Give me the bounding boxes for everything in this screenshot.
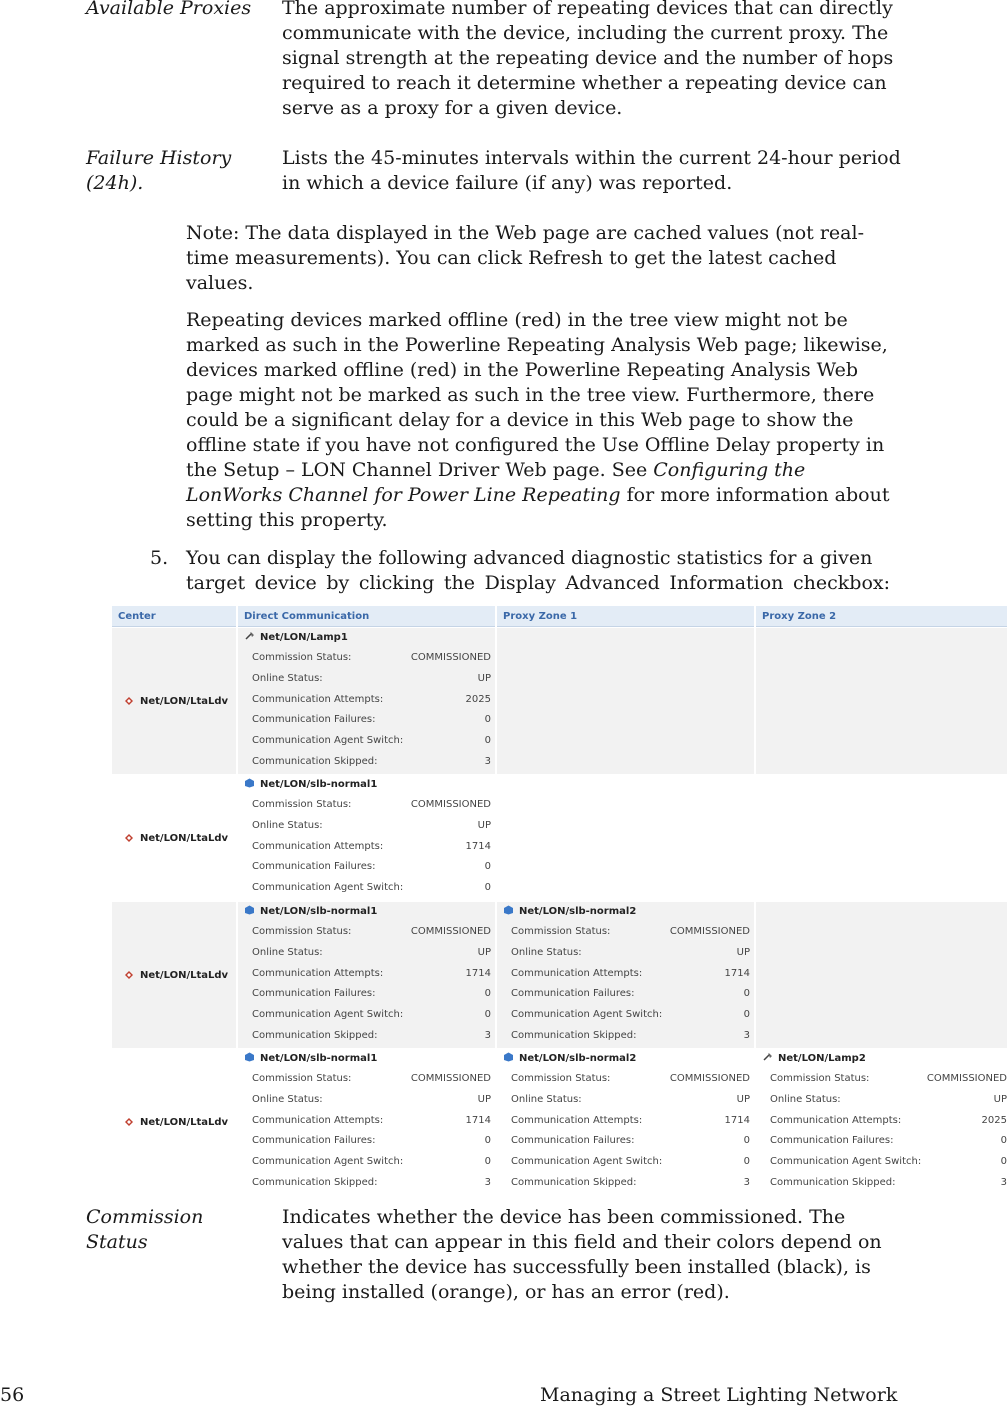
device-icon xyxy=(244,905,255,915)
header-proxy-zone-2: Proxy Zone 2 xyxy=(756,606,1007,627)
device-name[interactable]: Net/LON/Lamp2 xyxy=(756,1049,1007,1069)
page-number: 56 xyxy=(0,1384,25,1406)
device-icon xyxy=(503,905,514,915)
note-offline-link-text: Configuring the LonWorks Channel for Power Line Repeating xyxy=(186,459,806,506)
device-name[interactable]: Net/LON/slb-normal2 xyxy=(497,902,754,922)
commission-status: Commission Status: COMMISSIONED xyxy=(252,926,491,937)
online-status: Online Status: UP xyxy=(252,819,491,831)
step-5-line2: target device by clicking the Display Advanced Information checkbox: xyxy=(186,572,890,594)
center-device[interactable] xyxy=(112,1049,237,1195)
communication-skipped: Communication Skipped: 3 xyxy=(770,1176,1007,1188)
footer-title: Managing a Street Lighting Network xyxy=(540,1384,898,1406)
table-row xyxy=(112,902,1007,1048)
note-offline-delay xyxy=(186,308,898,533)
step-5-line1: You can display the following advanced diagnostic statistics for a given xyxy=(186,547,873,569)
table-row xyxy=(112,628,1007,774)
device-name[interactable]: Net/LON/slb-normal1 xyxy=(238,902,495,922)
term-failure-history-line1: Failure History xyxy=(86,147,232,169)
online-status: Online Status: UP xyxy=(770,1093,1007,1105)
device-icon xyxy=(503,1052,514,1062)
communication-skipped: Communication Skipped: 3 xyxy=(511,1176,750,1188)
device-cell xyxy=(238,628,495,773)
communication-agent-switch: Communication Agent Switch: 0 xyxy=(252,1009,491,1021)
device-cell xyxy=(497,902,754,1047)
router-icon xyxy=(124,833,135,843)
device-name[interactable]: Net/LON/Lamp1 xyxy=(238,628,495,648)
communication-failures: Communication Failures: 0 xyxy=(252,988,491,1000)
note-offline-text: Repeating devices marked offline (red) in the tree view might not be marked as such in the Powerline Repeating Analysis Web page; likewise, devices marked offline (red) in the Powerline Repeating Analysis Web page might not be marked as such in the tree view. Furthermore, there could be a significant delay for a device in this Web page to show the offline state if you have not configured the Use Offline Delay property in the Setup – LON Channel Driver Web page. See xyxy=(186,309,888,481)
lamp-icon xyxy=(762,1052,773,1062)
note-cached-values: Note: The data displayed in the Web page are cached values (not real-time measurements). You can click Refresh to get the latest cached values. xyxy=(186,222,864,294)
router-icon xyxy=(124,1117,135,1127)
device-name[interactable]: Net/LON/slb-normal1 xyxy=(238,775,495,795)
communication-failures: Communication Failures: 0 xyxy=(511,988,750,1000)
table-header xyxy=(112,606,1007,628)
device-name[interactable]: Net/LON/slb-normal2 xyxy=(497,1049,754,1069)
communication-failures: Communication Failures: 0 xyxy=(252,714,491,726)
online-status: Online Status: UP xyxy=(511,946,750,958)
center-device-name: Net/LON/LtaLdv xyxy=(140,1116,229,1128)
commission-status: Commission Status: COMMISSIONED xyxy=(252,1073,491,1084)
communication-attempts: Communication Attempts: 1714 xyxy=(252,967,491,979)
desc-commission-status: Indicates whether the device has been commissioned. The values that can appear in this field and their colors depend on whether the device has successfully been installed (black), is being installed (orange), or has an error (red). xyxy=(282,1206,882,1303)
communication-skipped: Communication Skipped: 3 xyxy=(252,1176,491,1188)
communication-failures: Communication Failures: 0 xyxy=(511,1135,750,1147)
commission-status: Commission Status: COMMISSIONED xyxy=(252,799,491,810)
router-icon xyxy=(124,970,135,980)
communication-agent-switch: Communication Agent Switch: 0 xyxy=(252,1156,491,1168)
center-device-name: Net/LON/LtaLdv xyxy=(140,969,229,981)
online-status: Online Status: UP xyxy=(252,1093,491,1105)
device-cell xyxy=(497,1049,754,1194)
device-icon xyxy=(244,1052,255,1062)
communication-skipped: Communication Skipped: 3 xyxy=(511,1029,750,1041)
term-commission-status xyxy=(86,1205,266,1255)
term-commission-line1: Commission xyxy=(86,1206,204,1228)
router-icon xyxy=(124,696,135,706)
term-failure-history xyxy=(86,146,266,196)
note-offline-text-end: for more information about setting this property. xyxy=(186,484,890,531)
term-commission-line2: Status xyxy=(86,1231,148,1253)
communication-attempts: Communication Attempts: 1714 xyxy=(511,1114,750,1126)
center-device-name: Net/LON/LtaLdv xyxy=(140,695,229,707)
desc-failure-history: Lists the 45-minutes intervals within the current 24-hour period in which a device failure (if any) was reported. xyxy=(282,147,901,194)
device-cell xyxy=(238,1049,495,1194)
center-device-name: Net/LON/LtaLdv xyxy=(140,832,229,844)
communication-skipped: Communication Skipped: 3 xyxy=(252,1029,491,1041)
online-status: Online Status: UP xyxy=(511,1093,750,1105)
commission-status: Commission Status: COMMISSIONED xyxy=(770,1073,1007,1084)
device-icon xyxy=(244,778,255,788)
communication-agent-switch: Communication Agent Switch: 0 xyxy=(252,882,491,894)
term-available-proxies: Available Proxies xyxy=(86,0,252,19)
device-name[interactable]: Net/LON/slb-normal1 xyxy=(238,1049,495,1069)
center-device[interactable] xyxy=(112,628,237,774)
desc-available-proxies: The approximate number of repeating devices that can directly communicate with the device, including the current proxy. The signal strength at the repeating device and the number of hops required to reach it determine whether a repeating device can serve as a proxy for a given device. xyxy=(282,0,894,119)
online-status: Online Status: UP xyxy=(252,946,491,958)
communication-attempts: Communication Attempts: 2025 xyxy=(770,1114,1007,1126)
device-cell xyxy=(756,1049,1007,1194)
communication-failures: Communication Failures: 0 xyxy=(770,1135,1007,1147)
communication-failures: Communication Failures: 0 xyxy=(252,1135,491,1147)
communication-attempts: Communication Attempts: 1714 xyxy=(252,840,491,852)
center-device[interactable] xyxy=(112,902,237,1048)
communication-failures: Communication Failures: 0 xyxy=(252,861,491,873)
communication-skipped: Communication Skipped: 3 xyxy=(252,755,491,767)
device-cell xyxy=(238,902,495,1047)
commission-status: Commission Status: COMMISSIONED xyxy=(511,926,750,937)
communication-attempts: Communication Attempts: 1714 xyxy=(511,967,750,979)
header-center: Center xyxy=(112,606,236,627)
communication-agent-switch: Communication Agent Switch: 0 xyxy=(252,735,491,747)
table-row xyxy=(112,1049,1007,1195)
step-5-text xyxy=(186,546,890,596)
term-failure-history-line2: (24h). xyxy=(86,172,144,194)
commission-status: Commission Status: COMMISSIONED xyxy=(252,652,491,663)
communication-attempts: Communication Attempts: 2025 xyxy=(252,693,491,705)
commission-status: Commission Status: COMMISSIONED xyxy=(511,1073,750,1084)
header-direct-communication: Direct Communication xyxy=(238,606,495,627)
communication-agent-switch: Communication Agent Switch: 0 xyxy=(770,1156,1007,1168)
device-cell xyxy=(238,775,495,899)
diagnostics-table xyxy=(112,606,1007,1192)
communication-agent-switch: Communication Agent Switch: 0 xyxy=(511,1156,750,1168)
communication-attempts: Communication Attempts: 1714 xyxy=(252,1114,491,1126)
header-proxy-zone-1: Proxy Zone 1 xyxy=(497,606,754,627)
communication-agent-switch: Communication Agent Switch: 0 xyxy=(511,1009,750,1021)
center-device[interactable] xyxy=(112,775,237,901)
online-status: Online Status: UP xyxy=(252,672,491,684)
lamp-icon xyxy=(244,631,255,641)
step-number: 5. xyxy=(150,547,169,569)
table-row xyxy=(112,775,1007,901)
